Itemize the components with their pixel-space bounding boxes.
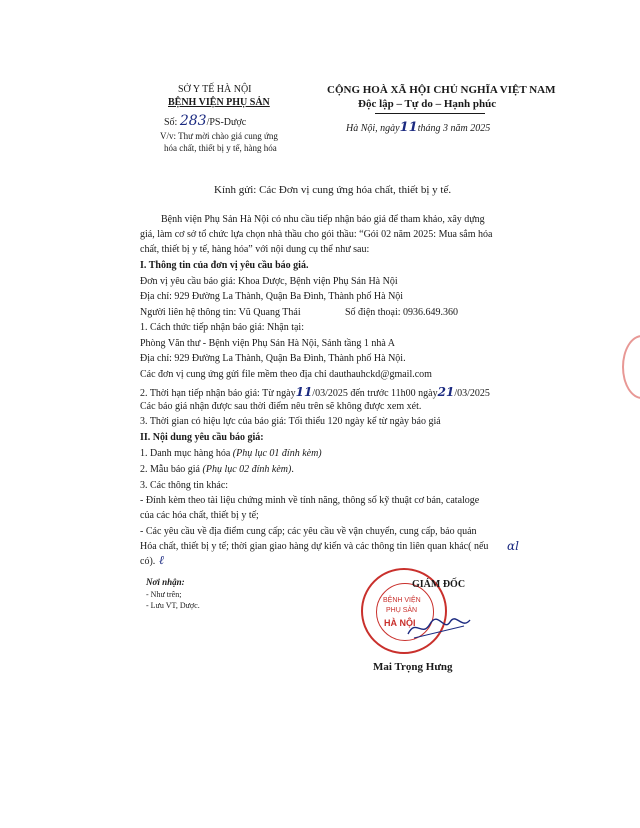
item-2-ref: (Phụ lục 02 đính kèm) [202,464,292,475]
seal-line-2: PHỤ SẢN [386,607,418,614]
requester-unit: Đơn vị yêu cầu báo giá: Khoa Dược, Bệnh viện Phụ Sản Hà Nội [140,276,398,287]
bullet-1-line-1: - Đính kèm theo tài liệu chứng minh về tính năng, thông số kỹ thuật cơ bản, cataloge [140,495,480,506]
section-1-title: I. Thông tin của đơn vị yêu cầu báo giá. [140,260,309,271]
deadline-part-c: /03/2025 [454,388,490,399]
receive-office: Phòng Văn thư - Bệnh viện Phụ Sản Hà Nội, Sảnh tầng 1 nhà A [140,338,395,349]
date-day-handwritten: 11 [399,120,418,135]
doc-number-suffix: /PS-Dược [206,117,247,128]
intro-line-1: Bệnh viện Phụ Sản Hà Nội có nhu cầu tiếp nhận báo giá để tham khảo, xây dựng [161,214,485,225]
deadline-part-b: /03/2025 đến trước 11h00 ngày [312,388,438,399]
subject-line-1: V/v: Thư mời chào giá cung ứng [160,131,278,141]
item-1-text: 1. Danh mục hàng hóa [140,448,233,459]
receive-address: Địa chỉ: 929 Đường La Thành, Quận Ba Đình, Thành phố Hà Nội. [140,353,406,364]
bullet-2-line-2: Hóa chất, thiết bị y tế; thời gian giao hàng dự kiến và các thông tin liên quan khác( nếu [140,541,489,552]
subject-line-2: hóa chất, thiết bị y tế, hàng hóa [164,143,277,153]
edge-stamp-icon [622,335,640,399]
requester-address: Địa chỉ: 929 Đường La Thành, Quận Ba Đình, Thành phố Hà Nội [140,291,404,302]
late-note: Các báo giá nhận được sau thời điểm nêu trên sẽ không được xem xét. [140,401,422,412]
doc-number-handwritten: 283 [179,113,207,129]
item-1-ref: (Phụ lục 01 đính kèm) [232,448,322,459]
seal-line-1: BỆNH VIỆN [383,597,421,604]
recipient-line: Kính gửi: Các Đơn vị cung ứng hóa chất, thiết bị y tế. [214,184,452,196]
item-3: 3. Các thông tin khác: [140,480,229,491]
section-2-title: II. Nội dung yêu cầu báo giá: [140,432,264,443]
receive-method: 1. Cách thức tiếp nhận báo giá: Nhận tại: [140,322,304,333]
ministry-name: SỞ Y TẾ HÀ NỘI [178,84,252,95]
deadline-from-day: 11 [295,385,313,399]
date-rest: tháng 3 năm 2025 [417,123,491,134]
recipient-item-2: - Lưu VT, Dược. [146,601,200,610]
intro-line-2: giá, làm cơ sở tổ chức lựa chọn nhà thầu cho gói thầu: “Gói 02 năm 2025: Mua sắm hóa [140,229,493,240]
receive-deadline [140,385,490,399]
motto: Độc lập – Tự do – Hạnh phúc [358,98,497,110]
bullet-2-line-3: có). [140,556,156,567]
quote-validity: 3. Thời gian có hiệu lực của báo giá: Tối thiểu 120 ngày kể từ ngày báo giá [140,416,441,427]
document-number [164,113,246,129]
signer-name: Mai Trọng Hưng [373,661,453,673]
recipients-title: Nơi nhận: [146,577,185,587]
nation-title: CỘNG HOÀ XÃ HỘI CHỦ NGHĨA VIỆT NAM [327,84,556,96]
contact-person: Người liên hệ thông tin: Vũ Quang Thái [140,307,301,318]
seal-line-3: HÀ NỘI [384,618,416,628]
item-1 [140,448,322,459]
date-place: Hà Nội, ngày [346,123,400,134]
intro-line-3: chất, thiết bị y tế, hàng hóa” với nội dung cụ thể như sau: [140,244,370,255]
bullet-1-line-2: của các hóa chất, thiết bị y tế; [140,510,259,521]
handwritten-initials: ℓ [159,553,164,567]
item-2-text: 2. Mẫu báo giá [140,464,203,475]
recipient-item-1: - Như trên; [146,590,182,599]
soft-copy-email: Các đơn vị cung ứng gửi file mềm theo địa chỉ dauthauhckd@gmail.com [140,369,432,380]
document-date [346,120,490,135]
doc-number-prefix: Số: [164,117,178,128]
deadline-to-day: 21 [437,385,455,399]
signature-icon [404,612,474,642]
item-2-end: . [291,464,294,475]
hospital-name: BỆNH VIỆN PHỤ SẢN [168,97,270,108]
contact-phone: Số điện thoại: 0936.649.360 [345,307,459,318]
signer-title: GIÁM ĐỐC [412,579,466,590]
item-2 [140,464,294,475]
bullet-2-line-1: - Các yêu cầu về địa điểm cung cấp; các yêu cầu về vận chuyển, cung cấp, bảo quản [140,526,477,537]
motto-underline [375,113,485,114]
deadline-part-a: 2. Thời hạn tiếp nhận báo giá: Từ ngày [140,388,296,399]
handwritten-note: ɑl [507,539,519,553]
